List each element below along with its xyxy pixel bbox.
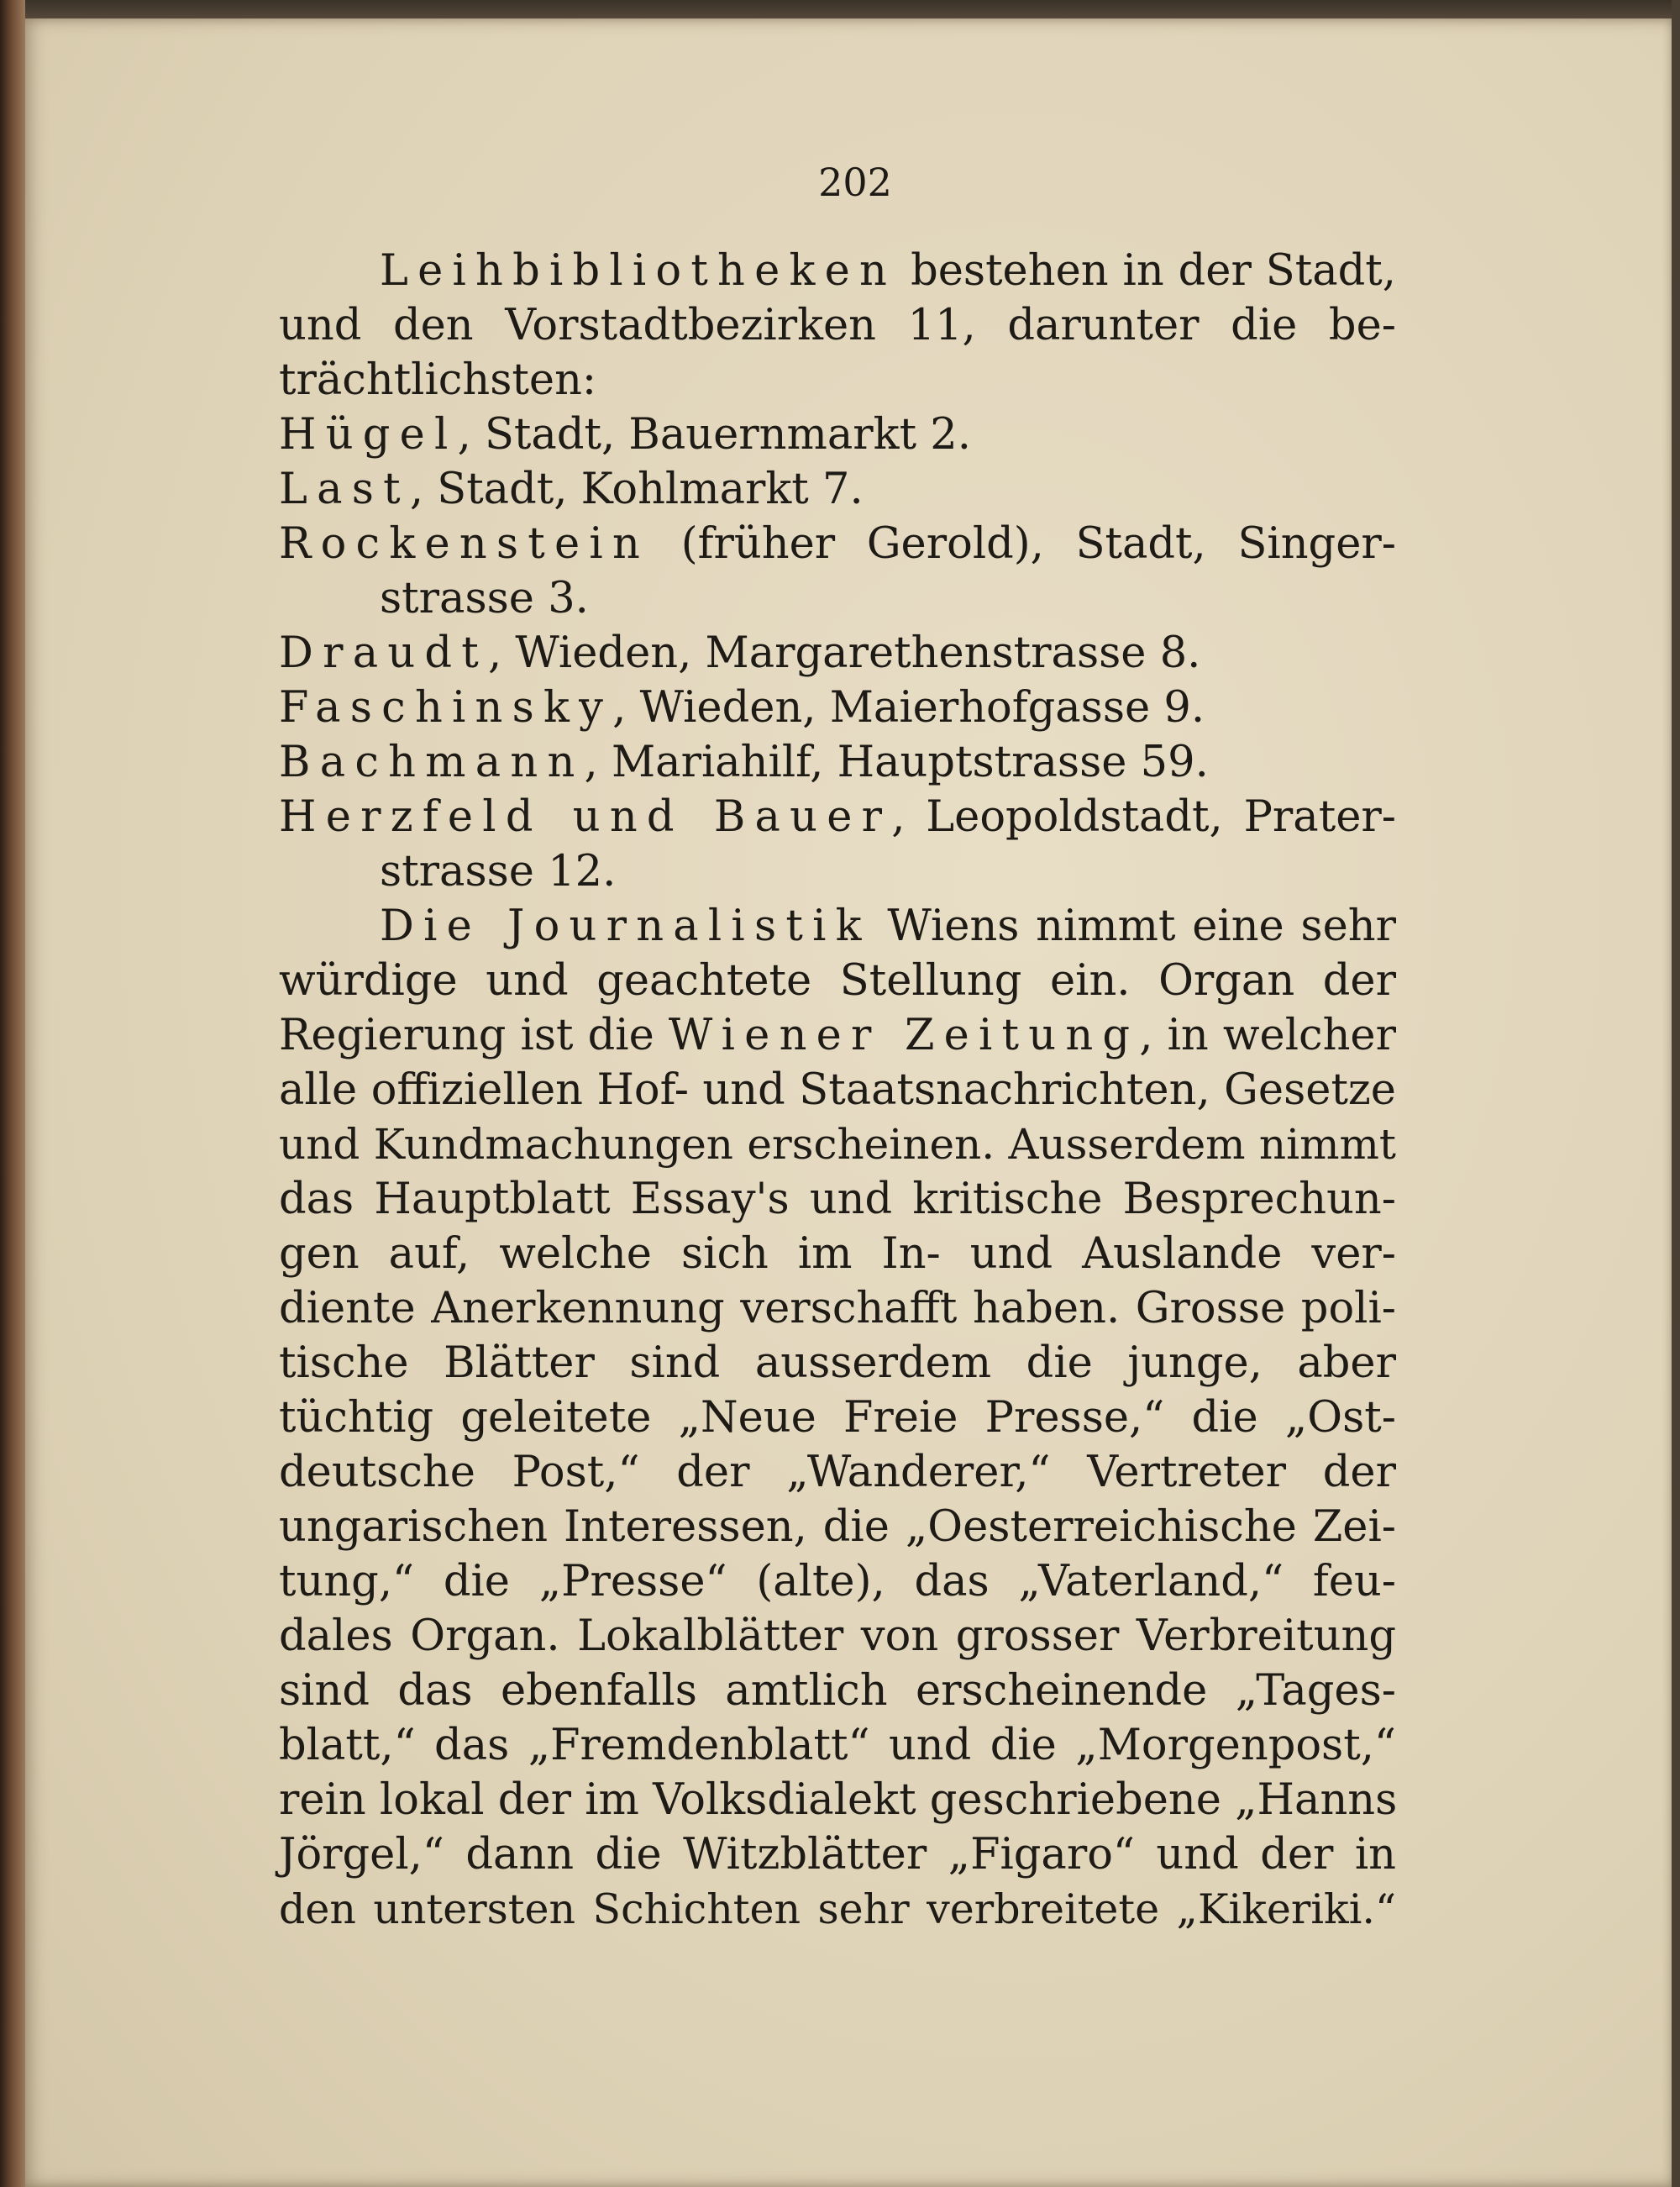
book-binding-edge [0, 0, 25, 2187]
journalism-line: und Kundmachungen erscheinen. Ausserdem nimmt [279, 1120, 1396, 1169]
journalism-line: tüchtig geleitete „Neue Freie Presse,“ die „Ost- [279, 1393, 1396, 1443]
library-entry: Hügel, Stadt, Bauernmarkt 2. [279, 410, 971, 460]
body-text [279, 244, 1396, 1937]
journalism-line: gen auf, welche sich im In- und Auslande ver- [279, 1229, 1396, 1279]
library-name: Hügel [279, 410, 458, 460]
book-right-edge [1672, 0, 1680, 2187]
library-entry-continuation: strasse 3. [380, 574, 589, 623]
wiener-zeitung: Wiener Zeitung [668, 1011, 1140, 1060]
journalism-line-3: Regierung ist die Wiener Zeitung, in welcher [279, 1011, 1396, 1060]
journalism-line: Jörgel,“ dann die Witzblätter „Figaro“ und der in [279, 1830, 1396, 1879]
library-name: Rockenstein [279, 519, 650, 569]
journalism-line: dales Organ. Lokalblätter von grosser Verbreitung [279, 1611, 1396, 1661]
journalism-line: ungarischen Interessen, die „Oesterreichische Zei- [279, 1502, 1396, 1552]
journalism-heading: Die Journalistik [380, 902, 871, 951]
library-entry: Rockenstein (früher Gerold), Stadt, Singer- [279, 519, 1396, 569]
journalism-line: deutsche Post,“ der „Wanderer,“ Vertreter der [279, 1448, 1396, 1497]
page-number: 202 [818, 160, 892, 205]
libraries-intro-line-2: und den Vorstadtbezirken 11, darunter die be- [279, 301, 1396, 350]
journalism-line: tung,“ die „Presse“ (alte), das „Vaterland,“ feu- [279, 1557, 1396, 1606]
library-entry: Herzfeld und Bauer, Leopoldstadt, Prater- [279, 792, 1397, 842]
journalism-line: rein lokal der im Volksdialekt geschriebene „Hanns [279, 1775, 1398, 1825]
journalism-line-2: würdige und geachtete Stellung ein. Organ der [279, 956, 1396, 1006]
journalism-line: blatt,“ das „Fremdenblatt“ und die „Morgenpost,“ [279, 1721, 1396, 1770]
libraries-intro-line-1: Leihbibliotheken bestehen in der Stadt, [380, 246, 1396, 296]
journalism-line: tische Blätter sind ausserdem die junge, aber [279, 1338, 1396, 1388]
journalism-line: sind das ebenfalls amtlich erscheinende „Tages- [279, 1666, 1396, 1716]
library-name: Draudt [279, 628, 488, 678]
journalism-line: alle offiziellen Hof- und Staatsnachrichten, Gesetze [279, 1065, 1396, 1115]
library-entry: Last, Stadt, Kohlmarkt 7. [279, 465, 864, 514]
journalism-line: diente Anerkennung verschafft haben. Grosse poli- [279, 1284, 1396, 1333]
journalism-line-1: Die Journalistik Wiens nimmt eine sehr [380, 902, 1396, 951]
libraries-intro-line-3: trächtlichsten: [279, 355, 597, 405]
library-entry-continuation: strasse 12. [380, 847, 617, 896]
library-entry: Bachmann, Mariahilf, Hauptstrasse 59. [279, 738, 1209, 787]
library-entry: Draudt, Wieden, Margarethenstrasse 8. [279, 628, 1201, 678]
library-name: Faschinsky [279, 683, 613, 733]
library-name: Bachmann [279, 738, 585, 787]
library-entry: Faschinsky, Wieden, Maierhofgasse 9. [279, 683, 1205, 733]
library-name: Last [279, 465, 410, 514]
journalism-line: den untersten Schichten sehr verbreitete „Kikeriki.“ [279, 1885, 1396, 1933]
libraries-heading: Leihbibliotheken [380, 246, 897, 296]
journalism-line: das Hauptblatt Essay's und kritische Besprechun- [279, 1175, 1396, 1224]
library-name: Herzfeld und Bauer [279, 792, 892, 842]
